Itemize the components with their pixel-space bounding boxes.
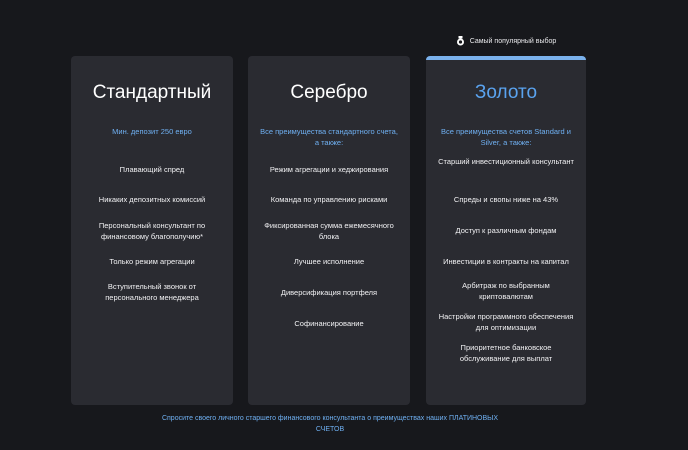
- popular-choice-label: Самый популярный выбор: [469, 37, 557, 45]
- plan-title: Стандартный: [92, 82, 212, 103]
- platinum-accounts-note: Спросите своего личного старшего финансового консультанта о преимуществах наших ПЛАТИНОВЫХ СЧЕТОВ: [161, 415, 499, 433]
- plan-title: Золото: [474, 82, 538, 103]
- feature-item: Лучшее исполнение: [293, 257, 365, 266]
- popular-choice-badge: [426, 33, 586, 49]
- feature-item: Вступительный звонок от персонального менеджера: [105, 282, 199, 302]
- feature-item: Режим агрегации и хеджирования: [269, 165, 389, 174]
- plan-card-standard: [71, 56, 233, 405]
- plan-title: Серебро: [290, 82, 368, 103]
- feature-item: Диверсификация портфеля: [280, 288, 378, 297]
- feature-item: Спреды и свопы ниже на 43%: [453, 195, 559, 204]
- feature-item: Старший инвестиционный консультант: [438, 157, 574, 166]
- feature-item: Фиксированная сумма ежемесячного блока: [264, 221, 394, 241]
- feature-item: Арбитраж по выбранным криптовалютам: [462, 281, 550, 301]
- plan-card-silver: [248, 56, 410, 405]
- plan-card-gold: [426, 56, 586, 405]
- plan-subtitle: Все преимущества счетов Standard и Silver, а также:: [441, 127, 571, 147]
- feature-item: Персональный консультант по финансовому благополучию*: [98, 221, 206, 241]
- feature-item: Настройки программного обеспечения для оптимизации: [438, 312, 574, 332]
- feature-item: Только режим агрегации: [109, 257, 195, 266]
- medal-icon: [456, 36, 465, 46]
- feature-item: Доступ к различным фондам: [455, 226, 557, 235]
- feature-item: Никаких депозитных комиссий: [98, 195, 206, 204]
- feature-item: Инвестиции в контракты на капитал: [443, 257, 569, 266]
- plan-subtitle: Мин. депозит 250 евро: [112, 127, 192, 136]
- feature-item: Софинансирование: [294, 319, 364, 328]
- feature-item: Приоритетное банковское обслуживание для выплат: [459, 343, 553, 363]
- feature-item: Команда по управлению рисками: [270, 195, 388, 204]
- feature-item: Плавающий спред: [119, 165, 185, 174]
- plan-subtitle: Все преимущества стандартного счета, а также:: [260, 127, 398, 147]
